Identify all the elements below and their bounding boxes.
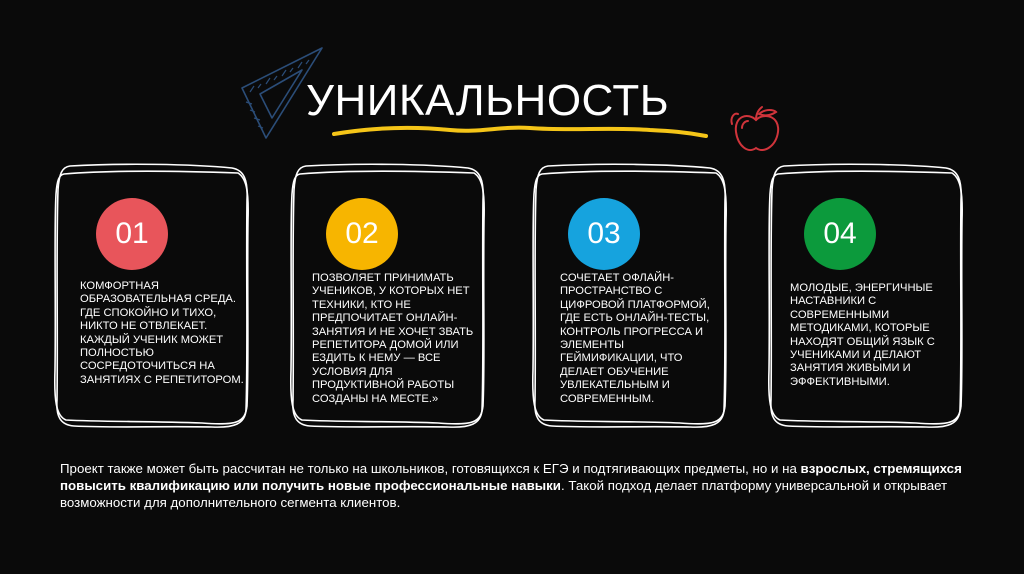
footer-paragraph bbox=[60, 460, 970, 511]
number-badge: 01 bbox=[96, 198, 168, 270]
footer-text-bold: взрослых, стремящихся повысить квалификацию или получить новые профессиональные навыки bbox=[60, 461, 962, 493]
card-2 bbox=[288, 160, 488, 432]
number-badge: 02 bbox=[326, 198, 398, 270]
number-badge: 03 bbox=[568, 198, 640, 270]
number-badge: 04 bbox=[804, 198, 876, 270]
card-text: МОЛОДЫЕ, ЭНЕРГИЧНЫЕ НАСТАВНИКИ С СОВРЕМЕННЫМИ МЕТОДИКАМИ, КОТОРЫЕ НАХОДЯТ ОБЩИЙ ЯЗЫК С УЧЕНИКАМИ И ДЕЛАЮТ ЗАНЯТИЯ ЖИВЫМИ И ЭФФЕКТИВНЫМИ. bbox=[790, 282, 935, 388]
scribble-underline-icon bbox=[330, 120, 710, 144]
page-title: УНИКАЛЬНОСТЬ bbox=[306, 76, 670, 125]
card-3 bbox=[530, 160, 730, 432]
apple-icon bbox=[728, 104, 784, 158]
card-text: СОЧЕТАЕТ ОФЛАЙН-ПРОСТРАНСТВО С ЦИФРОВОЙ ПЛАТФОРМОЙ, ГДЕ ЕСТЬ ОНЛАЙН-ТЕСТЫ, КОНТРОЛЬ ПРОГРЕССА И ЭЛЕМЕНТЫ ГЕЙМИФИКАЦИИ, ЧТО ДЕЛАЕТ ОБУЧЕНИЕ УВЛЕКАТЕЛЬНЫМ И СОВРЕМЕННЫМ. bbox=[560, 272, 710, 405]
footer-text-start: Проект также может быть рассчитан не только на школьников, готовящихся к ЕГЭ и подтягивающих предметы, но и на bbox=[60, 461, 801, 476]
card-4 bbox=[766, 160, 966, 432]
footer-text-end: . Такой подход делает платформу универсальной и открывает возможности для дополнительного сегмента клиентов. bbox=[60, 478, 948, 510]
card-text: ПОЗВОЛЯЕТ ПРИНИМАТЬ УЧЕНИКОВ, У КОТОРЫХ НЕТ ТЕХНИКИ, КТО НЕ ПРЕДПОЧИТАЕТ ОНЛАЙН-ЗАНЯТИЯ И НЕ ХОЧЕТ ЗВАТЬ РЕПЕТИТОРА ДОМОЙ ИЛИ ЕЗДИТЬ К НЕМУ — ВСЕ УСЛОВИЯ ДЛЯ ПРОДУКТИВНОЙ РАБОТЫ СОЗДАНЫ НА МЕСТЕ.» bbox=[312, 272, 474, 405]
card-text: КОМФОРТНАЯ ОБРАЗОВАТЕЛЬНАЯ СРЕДА. ГДЕ СПОКОЙНО И ТИХО, НИКТО НЕ ОТВЛЕКАЕТ. КАЖДЫЙ УЧЕНИК МОЖЕТ ПОЛНОСТЬЮ СОСРЕДОТОЧИТЬСЯ НА ЗАНЯТИЯХ С РЕПЕТИТОРОМ. bbox=[80, 280, 244, 386]
card-1 bbox=[52, 160, 252, 432]
